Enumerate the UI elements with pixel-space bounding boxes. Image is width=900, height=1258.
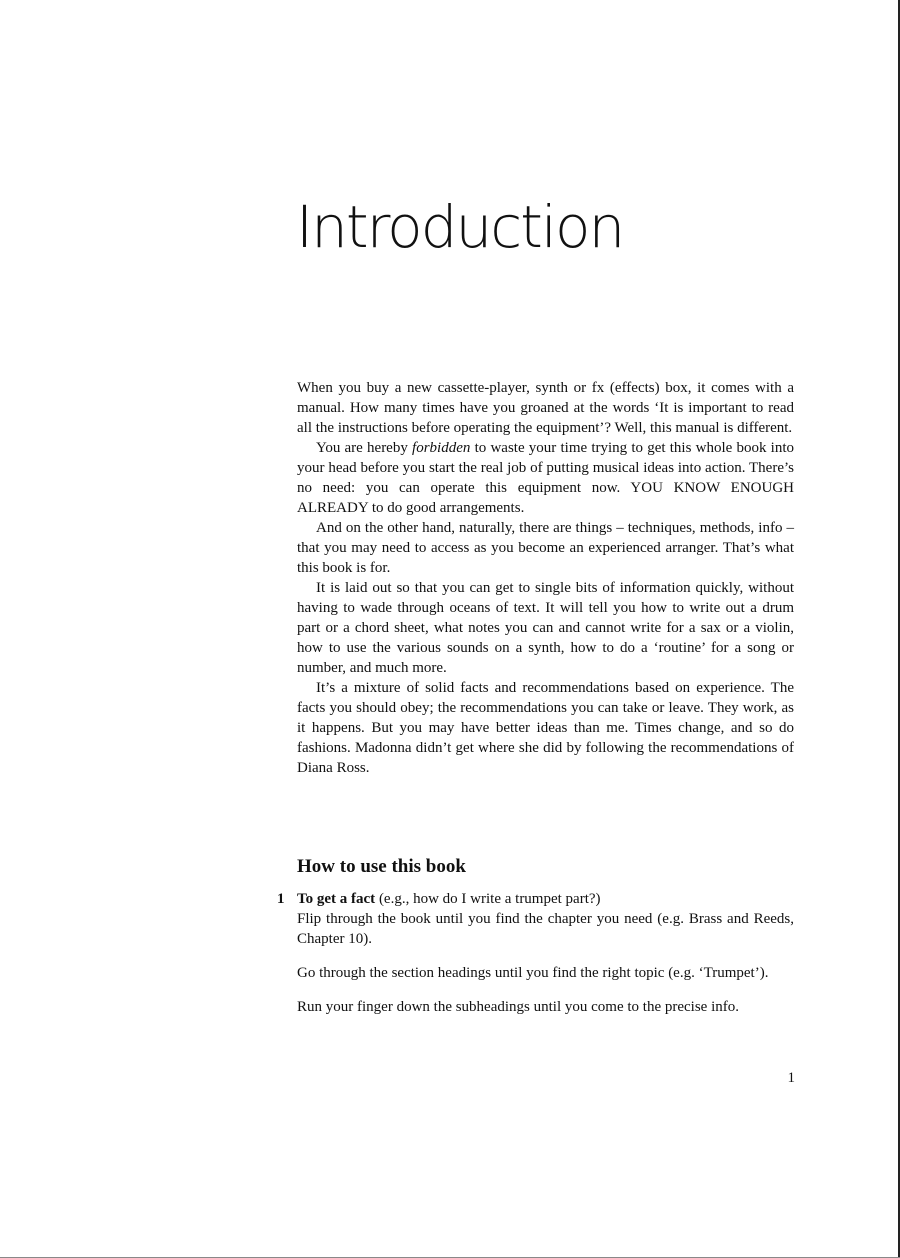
intro-paragraph-2 [297, 438, 794, 518]
intro-paragraph-5: It’s a mixture of solid facts and recommendations based on experience. The facts you should obey; the recommendations you can take or leave. They work, as it happens. But you may have better ideas than me. Times change, and so do fashions. Madonna didn’t get where she did by following the recommendations of Diana Ross. [297, 680, 794, 776]
list-item-lead: To get a fact [297, 891, 376, 907]
list-item-number: 1 [277, 891, 285, 907]
list-item-step-2: Go through the section headings until you find the right topic (e.g. ‘Trumpet’). [297, 965, 769, 981]
intro-body [297, 378, 794, 778]
intro-paragraph-1: When you buy a new cassette-player, synth or fx (effects) box, it comes with a manual. How many times have you groaned at the words ‘It is important to read all the instructions before operating the equipment’? Well, this manual is different. [297, 380, 794, 436]
page-number: 1 [787, 1070, 795, 1086]
emphasis-forbidden: forbidden [412, 440, 471, 456]
list-item-step-1: Flip through the book until you find the chapter you need (e.g. Brass and Reeds, Chapter 10). [297, 911, 794, 947]
how-to-list [277, 889, 794, 1017]
list-item-lead-rest: (e.g., how do I write a trumpet part?) [375, 891, 601, 907]
list-item-step-3: Run your finger down the subheadings until you come to the precise info. [297, 999, 739, 1015]
list-item [277, 889, 794, 1017]
intro-paragraph-4: It is laid out so that you can get to single bits of information quickly, without having to wade through oceans of text. It will tell you how to write out a drum part or a chord sheet, what notes you can and cannot write for a sax or a violin, how to use the various sounds on a synth, how to do a ‘routine’ for a song or number, and much more. [297, 580, 794, 676]
intro-paragraph-2-before: You are hereby [316, 440, 413, 456]
intro-paragraph-3: And on the other hand, naturally, there are things – techniques, methods, info – that you may need to access as you become an experienced arranger. That’s what this book is for. [297, 520, 794, 576]
section-heading: How to use this book [297, 856, 466, 877]
chapter-title: Introduction [296, 193, 624, 261]
list-item-title-line [297, 889, 794, 909]
intro-paragraph-2-after: to waste your time trying to get this whole book into your head before you start the real job of putting musical ideas into action. There’s no need: you can operate this equipment now. YOU KNOW ENOUGH ALREADY to do good arrangements. [297, 440, 795, 516]
